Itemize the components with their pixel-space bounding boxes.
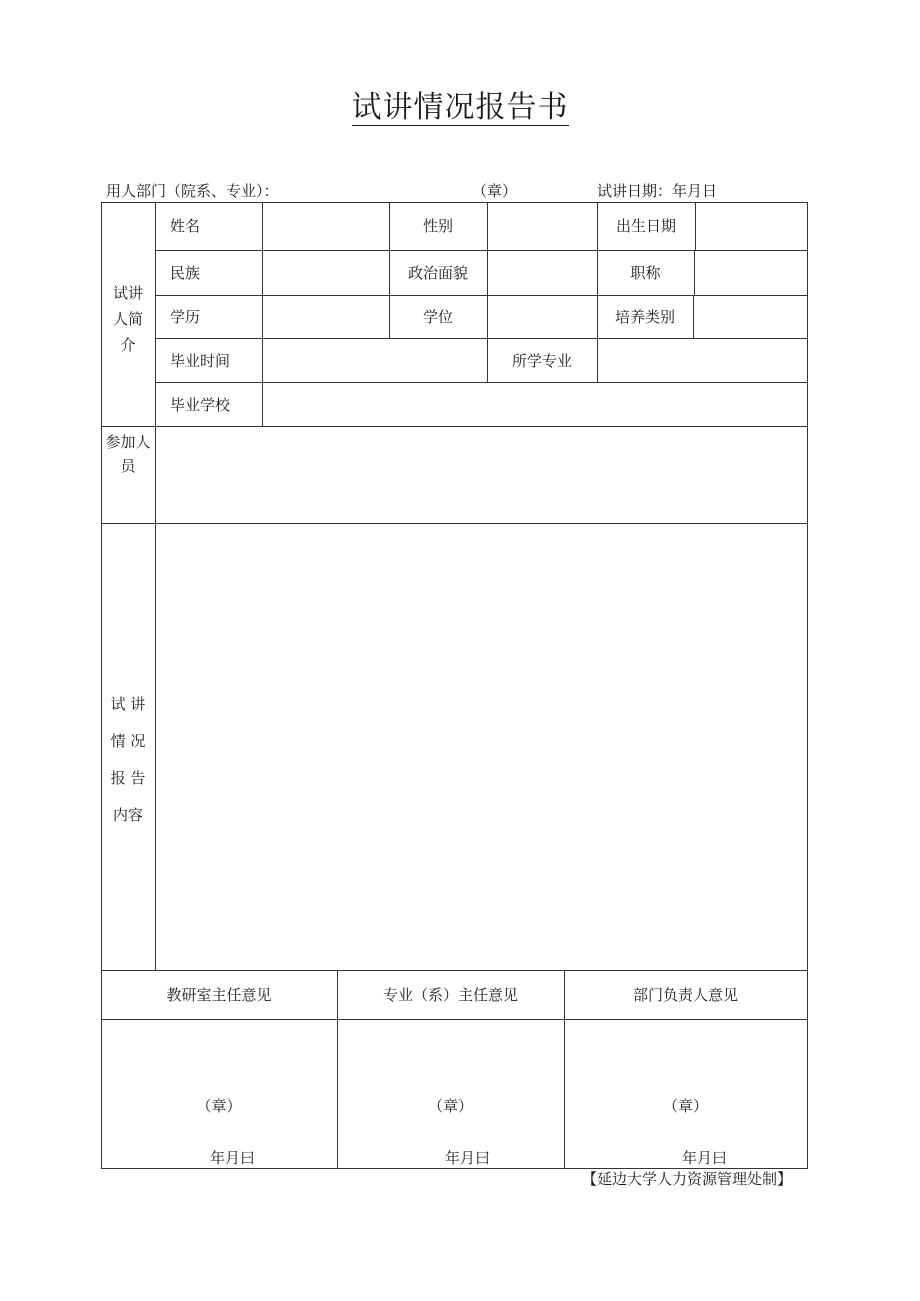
- professional-title-label: 职称: [630, 264, 661, 282]
- ethnicity-label: 民族: [170, 264, 201, 282]
- teaching-director-seal: （章）: [196, 1097, 242, 1115]
- major-director-seal: （章）: [427, 1097, 473, 1115]
- training-category-label: 培养类别: [614, 308, 675, 326]
- birth-date-label: 出生日期: [615, 217, 676, 235]
- teaching-director-opinion-header: 教研室主任意见: [166, 986, 272, 1004]
- department-head-opinion-header: 部门负责人意见: [632, 986, 738, 1004]
- report-label-line-4: 内容: [112, 806, 143, 824]
- teaching-director-date: 年月曰: [210, 1149, 256, 1167]
- major-label: 所学专业: [511, 352, 572, 370]
- graduation-time-label: 毕业时间: [170, 352, 231, 370]
- political-status-label: 政治面貌: [407, 264, 468, 282]
- department-label: 用人部门（院系、专业）：: [106, 182, 279, 200]
- degree-label: 学位: [422, 308, 453, 326]
- graduation-school-label: 毕业学校: [170, 396, 231, 414]
- issuer-footer: 【延边大学人力资源管理处制】: [581, 1170, 792, 1188]
- report-label-line-3: 报 告: [110, 769, 146, 787]
- major-director-opinion-header: 专业（系）主任意见: [382, 986, 518, 1004]
- lecture-date-label: 试讲日期：年月日: [597, 182, 718, 200]
- report-label-line-2: 情 况: [110, 732, 146, 750]
- department-head-date: 年月曰: [682, 1149, 728, 1167]
- participants-label-line-1: 参加人: [105, 433, 151, 451]
- major-director-date: 年月曰: [445, 1149, 491, 1167]
- intro-label-line-2: 人简: [112, 310, 143, 328]
- report-label-line-1: 试 讲: [110, 695, 146, 713]
- department-head-seal: （章）: [662, 1097, 708, 1115]
- participants-label: [101, 430, 155, 478]
- report-content-label: [101, 686, 155, 834]
- name-label: 姓名: [170, 217, 201, 235]
- participants-label-line-2: 员: [120, 457, 136, 475]
- page-title: [0, 88, 920, 128]
- intro-label-line-3: 介: [120, 336, 136, 354]
- department-seal: （章）: [472, 182, 518, 200]
- page-title-text: 试讲情况报告书: [351, 90, 569, 125]
- intro-section-label: [101, 280, 155, 358]
- gender-label: 性别: [422, 217, 453, 235]
- intro-label-line-1: 试讲: [112, 284, 143, 302]
- education-label: 学历: [170, 308, 201, 326]
